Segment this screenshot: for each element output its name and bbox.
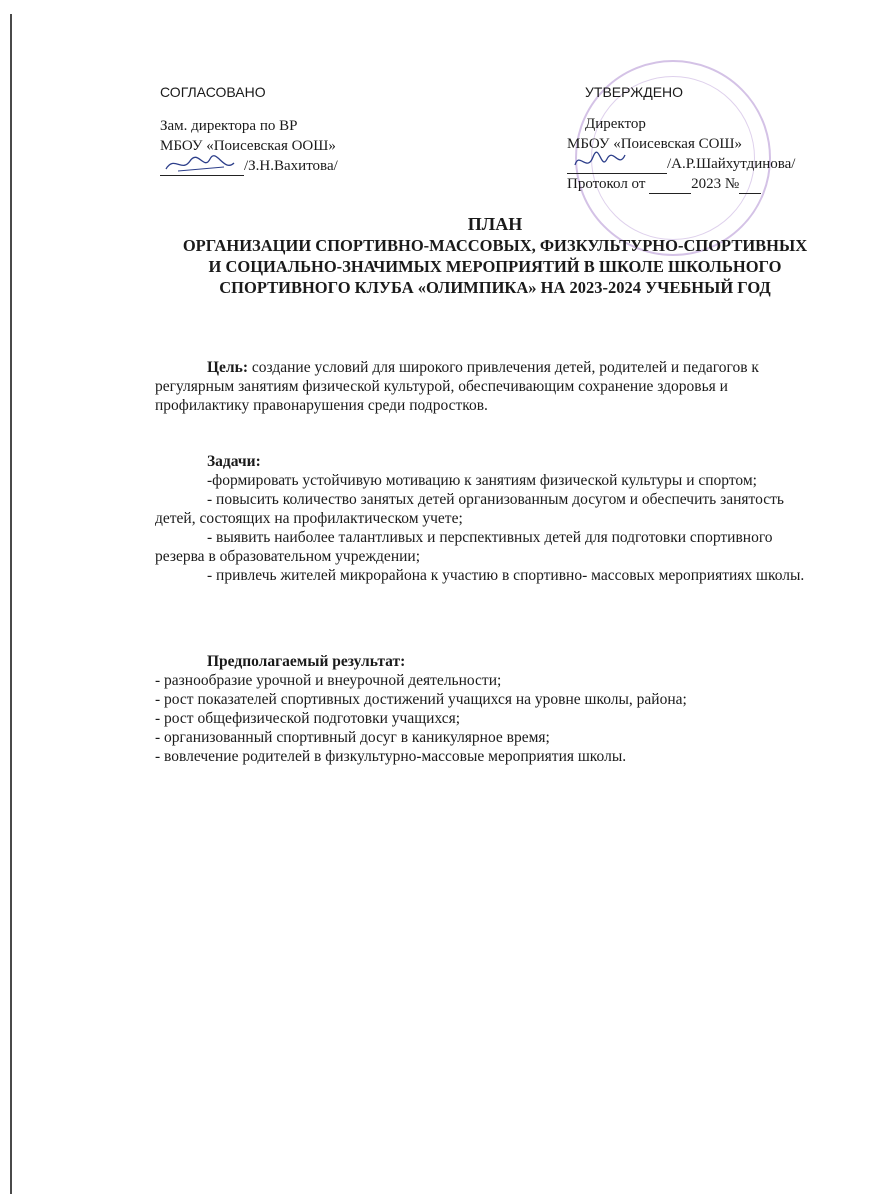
protocol-row <box>567 174 827 194</box>
list-item: - рост общефизической подготовки учащихся; <box>155 710 461 727</box>
tasks-label: Задачи: <box>207 453 261 470</box>
title-line-2: И СОЦИАЛЬНО-ЗНАЧИМЫХ МЕРОПРИЯТИЙ В ШКОЛЕ ШКОЛЬНОГО <box>208 257 782 276</box>
agreed-position: Зам. директора по ВР <box>160 118 298 134</box>
goal-label: Цель: <box>207 359 248 376</box>
list-item: - вовлечение родителей в физкультурно-массовые мероприятия школы. <box>155 748 627 765</box>
list-item: - привлечь жителей микрорайона к участию в спортивно- массовых мероприятиях школы. <box>207 567 805 584</box>
list-item: - разнообразие урочной и внеурочной деятельности; <box>155 672 502 689</box>
approved-signature-row <box>567 154 827 174</box>
scan-edge-line <box>10 14 12 1194</box>
approved-signature-line <box>567 159 667 174</box>
agreed-block <box>160 82 420 176</box>
results-section <box>155 652 820 766</box>
title-line-3: СПОРТИВНОГО КЛУБА «ОЛИМПИКА» НА 2023-2024 УЧЕБНЫЙ ГОД <box>219 278 771 297</box>
agreed-signature-row <box>160 156 420 176</box>
protocol-prefix: Протокол от <box>567 176 646 192</box>
protocol-year: 2023 № <box>691 176 740 192</box>
goal-text: создание условий для широкого привлечения детей, родителей и педагогов к регулярным занятиям физической культурой, обеспечивающим сохранение здоровья и профилактику правонарушения среди подростков. <box>155 359 759 414</box>
tasks-section <box>155 452 820 585</box>
results-label: Предполагаемый результат: <box>207 653 406 670</box>
list-item: - рост показателей спортивных достижений учащихся на уровне школы, района; <box>155 691 687 708</box>
list-item: - повысить количество занятых детей организованным досугом и обеспечить занятость детей, состоящих на профилактическом учете; <box>155 491 784 527</box>
approved-organization: МБОУ «Поисевская СОШ» <box>567 136 743 152</box>
list-item: -формировать устойчивую мотивацию к занятиям физической культуры и спортом; <box>207 472 757 489</box>
approved-position: Директор <box>585 116 646 132</box>
document-title <box>150 214 840 298</box>
protocol-date-blank <box>649 179 691 194</box>
agreed-signature-line <box>160 161 244 176</box>
title-line-1: ОРГАНИЗАЦИИ СПОРТИВНО-МАССОВЫХ, ФИЗКУЛЬТУРНО-СПОРТИВНЫХ <box>182 236 808 255</box>
list-item: - организованный спортивный досуг в каникулярное время; <box>155 729 550 746</box>
approved-block <box>567 82 827 194</box>
approved-name: /А.Р.Шайхутдинова/ <box>667 156 796 172</box>
goal-section <box>155 358 820 415</box>
title-main: ПЛАН <box>467 214 523 234</box>
agreed-name: /З.Н.Вахитова/ <box>244 158 338 174</box>
signature-mark <box>164 151 244 177</box>
protocol-number-blank <box>739 179 761 194</box>
list-item: - выявить наиболее талантливых и перспективных детей для подготовки спортивного резерва в образовательном учреждении; <box>155 529 773 565</box>
approved-heading: УТВЕРЖДЕНО <box>585 84 684 100</box>
agreed-heading: СОГЛАСОВАНО <box>160 84 266 100</box>
agreed-organization: МБОУ «Поисевская ООШ» <box>160 138 336 154</box>
signature-mark <box>571 149 631 175</box>
